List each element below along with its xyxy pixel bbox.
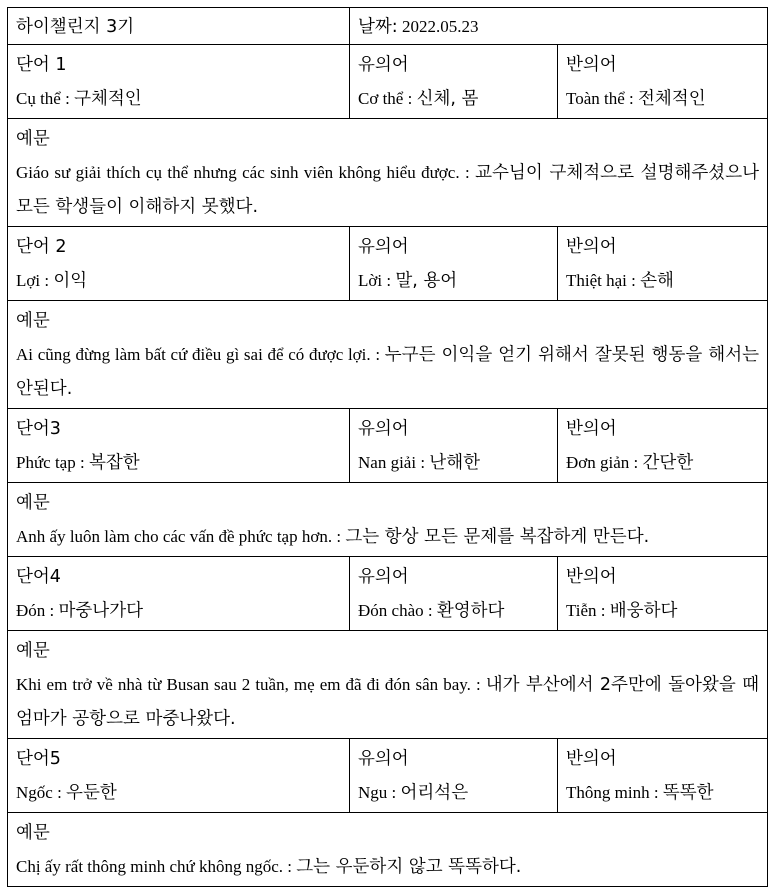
example-row [8, 301, 768, 409]
example-vietnamese: Anh ấy luôn làm cho các vấn đề phức tạp hơn. : [16, 527, 342, 546]
example-label: 예문 [16, 493, 50, 513]
date-cell [350, 8, 768, 45]
example-label: 예문 [16, 641, 50, 661]
synonym-korean: 어리석은 [400, 783, 469, 803]
challenge-title: 하이챌린지 3기 [16, 17, 135, 37]
word-row [8, 557, 768, 631]
example-row [8, 483, 768, 557]
example-korean: 누구든 이익을 얻기 위해서 잘못된 행동을 해서는 안된다. [16, 345, 760, 399]
example-cell [8, 483, 768, 557]
word-korean: 마중나가다 [58, 601, 144, 621]
word-cell [8, 227, 350, 301]
word-label: 단어 1 [16, 55, 67, 75]
synonym-korean: 말, 용어 [395, 271, 458, 291]
antonym-vietnamese: Thông minh : [566, 783, 659, 802]
word-korean: 복잡한 [88, 453, 140, 473]
word-korean: 구체적인 [74, 89, 142, 109]
synonym-vietnamese: Ngu : [358, 783, 397, 802]
antonym-korean: 똑똑한 [662, 783, 714, 803]
synonym-vietnamese: Lời : [358, 271, 392, 290]
synonym-vietnamese: Nan giải : [358, 453, 426, 472]
example-cell [8, 301, 768, 409]
antonym-vietnamese: Thiệt hại : [566, 271, 636, 290]
synonym-label: 유의어 [358, 237, 409, 257]
example-korean: 교수님이 구체적으로 설명해주셨으나 모든 학생들이 이해하지 못했다. [16, 163, 760, 217]
word-row [8, 739, 768, 813]
antonym-label: 반의어 [566, 237, 617, 257]
word-label: 단어3 [16, 419, 61, 439]
word-korean: 우둔한 [66, 783, 117, 803]
antonym-cell [558, 227, 768, 301]
example-korean: 그는 항상 모든 문제를 복잡하게 만든다. [345, 527, 650, 547]
word-label: 단어5 [16, 749, 61, 769]
word-vietnamese: Đón : [16, 601, 55, 620]
example-korean: 그는 우둔하지 않고 똑똑하다. [296, 857, 522, 877]
word-cell [8, 739, 350, 813]
antonym-korean: 손해 [640, 271, 674, 291]
antonym-korean: 전체적인 [637, 89, 706, 109]
antonym-cell [558, 557, 768, 631]
synonym-vietnamese: Cơ thể : [358, 89, 413, 108]
synonym-label: 유의어 [358, 749, 409, 769]
synonym-korean: 난해한 [429, 453, 481, 473]
antonym-vietnamese: Tiễn : [566, 601, 606, 620]
word-row [8, 45, 768, 119]
synonym-label: 유의어 [358, 567, 409, 587]
word-vietnamese: Phức tạp : [16, 453, 85, 472]
synonym-cell [350, 739, 558, 813]
example-row [8, 119, 768, 227]
antonym-cell [558, 739, 768, 813]
example-vietnamese: Giáo sư giải thích cụ thể nhưng các sinh viên không hiểu được. : [16, 163, 470, 182]
synonym-korean: 환영하다 [436, 601, 505, 621]
antonym-vietnamese: Đơn giản : [566, 453, 639, 472]
antonym-korean: 배웅하다 [609, 601, 678, 621]
date-label: 날짜: [358, 17, 398, 37]
synonym-cell [350, 45, 558, 119]
challenge-title-cell [8, 8, 350, 45]
word-row [8, 227, 768, 301]
antonym-cell [558, 409, 768, 483]
antonym-cell [558, 45, 768, 119]
word-cell [8, 409, 350, 483]
synonym-label: 유의어 [358, 419, 409, 439]
word-row [8, 409, 768, 483]
example-label: 예문 [16, 129, 50, 149]
synonym-cell [350, 557, 558, 631]
synonym-korean: 신체, 몸 [416, 89, 479, 109]
synonym-label: 유의어 [358, 55, 409, 75]
antonym-label: 반의어 [566, 749, 617, 769]
synonym-cell [350, 409, 558, 483]
example-vietnamese: Ai cũng đừng làm bất cứ điều gì sai để có được lợi. : [16, 345, 381, 364]
antonym-label: 반의어 [566, 419, 617, 439]
header-row [8, 8, 768, 45]
word-vietnamese: Ngốc : [16, 783, 62, 802]
example-vietnamese: Khi em trở về nhà từ Busan sau 2 tuần, mẹ em đã đi đón sân bay. : [16, 675, 481, 694]
date-value: 2022.05.23 [401, 17, 479, 36]
example-vietnamese: Chị ấy rất thông minh chứ không ngốc. : [16, 857, 292, 876]
antonym-korean: 간단한 [642, 453, 694, 473]
antonym-vietnamese: Toàn thể : [566, 89, 634, 108]
word-cell [8, 557, 350, 631]
word-label: 단어4 [16, 567, 61, 587]
word-vietnamese: Lợi : [16, 271, 50, 290]
example-cell [8, 631, 768, 739]
synonym-vietnamese: Đón chào : [358, 601, 433, 620]
example-label: 예문 [16, 823, 50, 843]
synonym-cell [350, 227, 558, 301]
word-korean: 이익 [53, 271, 88, 291]
antonym-label: 반의어 [566, 55, 617, 75]
example-cell [8, 119, 768, 227]
example-korean: 내가 부산에서 2주만에 돌아왔을 때 엄마가 공항으로 마중나왔다. [16, 675, 760, 729]
word-cell [8, 45, 350, 119]
example-row [8, 813, 768, 887]
example-label: 예문 [16, 311, 50, 331]
vocabulary-table [7, 7, 768, 887]
example-row [8, 631, 768, 739]
word-vietnamese: Cụ thể : [16, 89, 70, 108]
antonym-label: 반의어 [566, 567, 617, 587]
example-cell [8, 813, 768, 887]
word-label: 단어 2 [16, 237, 67, 257]
